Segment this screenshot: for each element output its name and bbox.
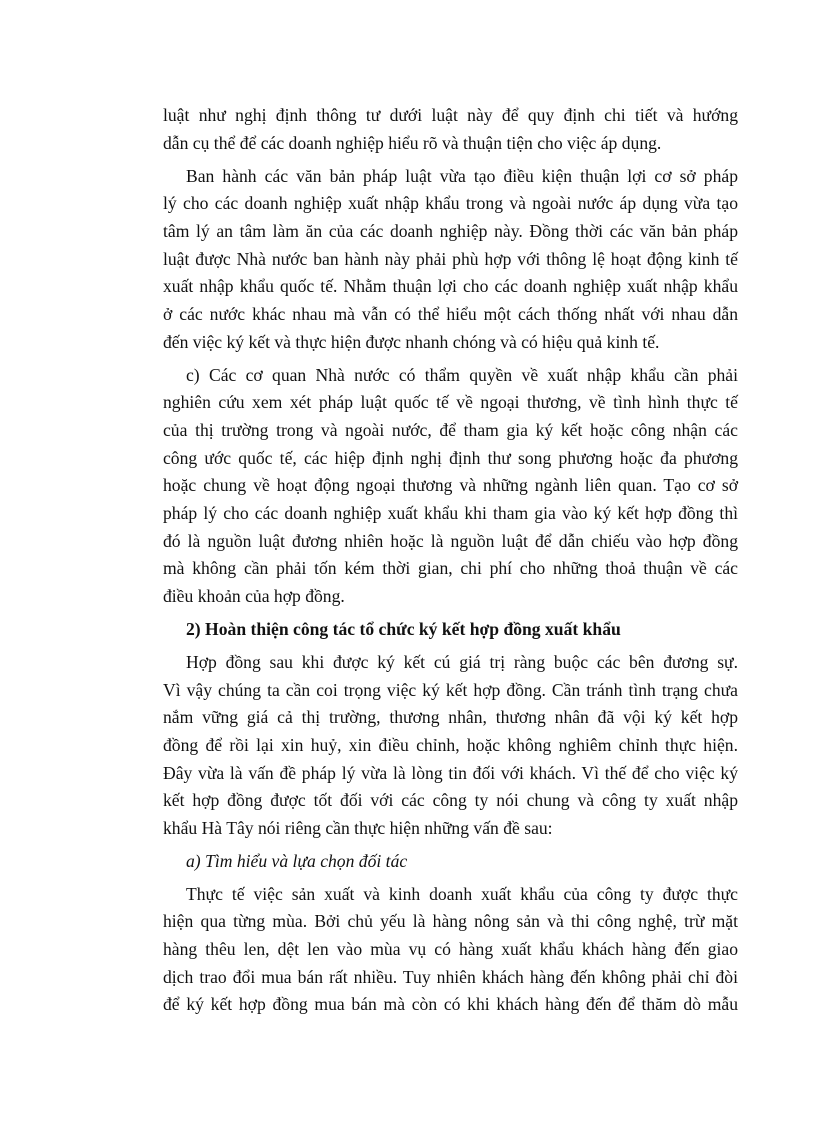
- paragraph: [163, 163, 738, 357]
- text-line: công ước quốc tế, các hiệp định nghị định thư song phương hoặc đa phương: [163, 447, 738, 468]
- text-line: hoặc chung về hoạt động ngoại thương và những ngành liên quan. Tạo cơ sở: [163, 475, 738, 496]
- document-body: [163, 102, 738, 1024]
- text-line: hàng thêu len, dệt len vào mùa vụ có hàng xuất khẩu khách hàng đến giao: [163, 939, 738, 960]
- paragraph: [163, 102, 738, 157]
- text-line: c) Các cơ quan Nhà nước có thẩm quyền về xuất nhập khẩu cần phải: [186, 364, 738, 385]
- text-line: đồng để rồi lại xin huỷ, xin điều chỉnh, hoặc không nghiêm chỉnh thực hiện.: [163, 734, 738, 755]
- text-line: luật được Nhà nước ban hành này phải phù hợp với thông lệ hoạt động kinh tế: [163, 248, 738, 269]
- text-line: điều khoản của hợp đồng.: [163, 586, 345, 607]
- text-line: Ban hành các văn bản pháp luật vừa tạo điều kiện thuận lợi cơ sở pháp: [186, 165, 738, 186]
- text-line: đến việc ký kết và thực hiện được nhanh chóng và có hiệu quả kinh tế.: [163, 331, 660, 352]
- text-line: lý cho các doanh nghiệp xuất nhập khẩu trong và ngoài nước áp dụng vừa tạo: [163, 193, 738, 214]
- text-line: của thị trường trong và ngoài nước, để tham gia ký kết hoặc công nhận các: [163, 419, 738, 440]
- section-heading: 2) Hoàn thiện công tác tổ chức ký kết hợp đồng xuất khẩu: [186, 618, 621, 639]
- text-line: hiện qua từng mùa. Bởi chủ yếu là hàng nông sản và thi công nghệ, trừ mặt: [163, 911, 738, 932]
- text-line: khẩu Hà Tây nói riêng cần thực hiện những vấn đề sau:: [163, 817, 553, 838]
- text-line: Thực tế việc sản xuất và kinh doanh xuất khẩu của công ty được thực: [186, 883, 738, 904]
- text-line: kết hợp đồng được tốt đối với các công ty nói chung và công ty xuất nhập: [163, 790, 738, 811]
- text-line: đó là nguồn luật đương nhiên hoặc là nguồn luật để dẫn chiếu vào hợp đồng: [163, 530, 738, 551]
- subsection-heading: a) Tìm hiểu và lựa chọn đối tác: [186, 850, 408, 871]
- text-line: dẫn cụ thể để các doanh nghiệp hiểu rõ và thuận tiện cho việc áp dụng.: [163, 132, 662, 153]
- text-line: Hợp đồng sau khi được ký kết cú giá trị ràng buộc các bên đương sự.: [186, 651, 738, 672]
- text-line: pháp lý cho các doanh nghiệp xuất khẩu khi tham gia vào ký kết hợp đồng thì: [163, 503, 738, 523]
- text-line: tâm lý an tâm làm ăn của các doanh nghiệp này. Đồng thời các văn bản pháp: [163, 220, 738, 241]
- text-line: ở các nước khác nhau mà vẫn có thể hiểu một cách thống nhất với nhau dẫn: [163, 304, 738, 324]
- paragraph: [163, 649, 738, 843]
- text-line: xuất nhập khẩu quốc tế. Nhằm thuận lợi cho các doanh nghiệp xuất nhập khẩu: [163, 276, 738, 297]
- paragraph: [163, 881, 738, 1019]
- text-line: nắm vững giá cả thị trường, thương nhân, thương nhân đã vội ký kết hợp: [163, 707, 738, 728]
- text-line: dịch trao đổi mua bán rất nhiều. Tuy nhiên khách hàng đến không phải chỉ đòi: [163, 966, 738, 987]
- text-line: để ký kết hợp đồng mua bán mà còn có khi khách hàng đến để thăm dò mẫu: [163, 994, 738, 1015]
- text-line: Vì vậy chúng ta cần coi trọng việc ký kết hợp đồng. Cần tránh tình trạng chưa: [163, 679, 738, 700]
- text-line: nghiên cứu xem xét pháp luật quốc tế về ngoại thương, về tình hình thực tế: [163, 392, 738, 413]
- text-line: luật như nghị định thông tư dưới luật này để quy định chi tiết và hướng: [163, 105, 738, 125]
- text-line: Đây vừa là vấn đề pháp lý vừa là lòng tin đối với khách. Vì thế để cho việc ký: [163, 762, 738, 783]
- paragraph: [163, 362, 738, 611]
- text-line: mà không cần phải tốn kém thời gian, chi phí cho những thoả thuận về các: [163, 558, 738, 579]
